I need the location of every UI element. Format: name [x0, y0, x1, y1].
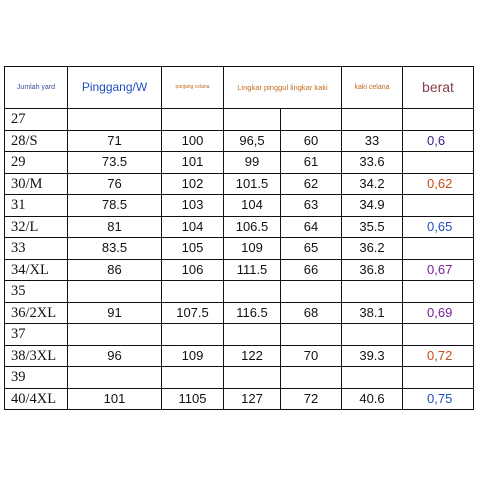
weight-cell: 0,62	[403, 173, 474, 195]
waist-cell	[68, 324, 162, 346]
waist-cell: 76	[68, 173, 162, 195]
waist-cell: 96	[68, 345, 162, 367]
length-cell: 102	[162, 173, 224, 195]
weight-cell	[403, 195, 474, 217]
hip-cell: 96,5	[224, 130, 281, 152]
weight-cell: 0,67	[403, 259, 474, 281]
table-row	[5, 109, 474, 131]
size-cell: 34/XL	[5, 259, 68, 281]
thigh-cell: 60	[281, 130, 342, 152]
hip-cell: 101.5	[224, 173, 281, 195]
weight-cell	[403, 324, 474, 346]
length-cell: 105	[162, 238, 224, 260]
weight-cell	[403, 367, 474, 389]
hip-cell: 106.5	[224, 216, 281, 238]
hem-cell: 34.2	[342, 173, 403, 195]
header-jumlah-yard: Jumlah yard	[5, 67, 68, 109]
weight-cell: 0,75	[403, 388, 474, 410]
header-lingkar: Lingkar pinggul lingkar kaki	[224, 67, 342, 109]
weight-cell	[403, 109, 474, 131]
size-cell: 36/2XL	[5, 302, 68, 324]
hem-cell: 36.2	[342, 238, 403, 260]
hip-cell	[224, 281, 281, 303]
waist-cell: 91	[68, 302, 162, 324]
length-cell: 106	[162, 259, 224, 281]
hip-cell: 122	[224, 345, 281, 367]
thigh-cell	[281, 324, 342, 346]
length-cell	[162, 109, 224, 131]
hem-cell	[342, 109, 403, 131]
hem-cell: 38.1	[342, 302, 403, 324]
waist-cell: 81	[68, 216, 162, 238]
hip-cell: 104	[224, 195, 281, 217]
waist-cell: 86	[68, 259, 162, 281]
thigh-cell: 68	[281, 302, 342, 324]
waist-cell: 71	[68, 130, 162, 152]
size-cell: 40/4XL	[5, 388, 68, 410]
table-row	[5, 152, 474, 174]
size-chart-table	[4, 66, 474, 410]
weight-cell	[403, 238, 474, 260]
size-cell: 28/S	[5, 130, 68, 152]
hem-cell: 33	[342, 130, 403, 152]
size-cell: 29	[5, 152, 68, 174]
length-cell	[162, 324, 224, 346]
size-cell: 38/3XL	[5, 345, 68, 367]
table-row	[5, 259, 474, 281]
size-cell: 32/L	[5, 216, 68, 238]
length-cell: 109	[162, 345, 224, 367]
table-row	[5, 130, 474, 152]
hip-cell: 109	[224, 238, 281, 260]
hem-cell: 33.6	[342, 152, 403, 174]
thigh-cell: 63	[281, 195, 342, 217]
thigh-cell: 72	[281, 388, 342, 410]
table-row	[5, 216, 474, 238]
weight-cell: 0,65	[403, 216, 474, 238]
hem-cell: 34.9	[342, 195, 403, 217]
size-cell: 31	[5, 195, 68, 217]
thigh-cell: 65	[281, 238, 342, 260]
table-row	[5, 302, 474, 324]
weight-cell: 0,6	[403, 130, 474, 152]
table-row	[5, 367, 474, 389]
size-cell: 33	[5, 238, 68, 260]
length-cell: 107.5	[162, 302, 224, 324]
thigh-cell: 61	[281, 152, 342, 174]
weight-cell: 0,69	[403, 302, 474, 324]
size-cell: 37	[5, 324, 68, 346]
table-row	[5, 173, 474, 195]
weight-cell: 0,72	[403, 345, 474, 367]
length-cell	[162, 281, 224, 303]
length-cell: 100	[162, 130, 224, 152]
length-cell	[162, 367, 224, 389]
hip-cell: 116.5	[224, 302, 281, 324]
hip-cell: 99	[224, 152, 281, 174]
thigh-cell	[281, 367, 342, 389]
weight-cell	[403, 152, 474, 174]
table-row	[5, 195, 474, 217]
hem-cell: 40.6	[342, 388, 403, 410]
length-cell: 104	[162, 216, 224, 238]
thigh-cell: 64	[281, 216, 342, 238]
hip-cell	[224, 367, 281, 389]
waist-cell: 101	[68, 388, 162, 410]
size-cell: 30/M	[5, 173, 68, 195]
length-cell: 1105	[162, 388, 224, 410]
length-cell: 101	[162, 152, 224, 174]
hem-cell	[342, 324, 403, 346]
waist-cell	[68, 367, 162, 389]
waist-cell: 83.5	[68, 238, 162, 260]
waist-cell	[68, 109, 162, 131]
hip-cell: 111.5	[224, 259, 281, 281]
waist-cell: 78.5	[68, 195, 162, 217]
thigh-cell	[281, 281, 342, 303]
size-cell: 39	[5, 367, 68, 389]
header-panjang-celana: panjang celana	[162, 67, 224, 109]
hem-cell	[342, 367, 403, 389]
thigh-cell	[281, 109, 342, 131]
thigh-cell: 70	[281, 345, 342, 367]
hem-cell: 36.8	[342, 259, 403, 281]
length-cell: 103	[162, 195, 224, 217]
hem-cell: 35.5	[342, 216, 403, 238]
header-row	[5, 67, 474, 109]
table-row	[5, 281, 474, 303]
table-row	[5, 388, 474, 410]
table-row	[5, 238, 474, 260]
hip-cell: 127	[224, 388, 281, 410]
thigh-cell: 62	[281, 173, 342, 195]
size-cell: 27	[5, 109, 68, 131]
hip-cell	[224, 324, 281, 346]
waist-cell	[68, 281, 162, 303]
header-berat: berat	[403, 67, 474, 109]
thigh-cell: 66	[281, 259, 342, 281]
weight-cell	[403, 281, 474, 303]
hip-cell	[224, 109, 281, 131]
header-pinggang: Pinggang/W	[68, 67, 162, 109]
table-row	[5, 324, 474, 346]
table-body	[5, 109, 474, 410]
size-cell: 35	[5, 281, 68, 303]
hem-cell: 39.3	[342, 345, 403, 367]
waist-cell: 73.5	[68, 152, 162, 174]
hem-cell	[342, 281, 403, 303]
header-kaki-celana: kaki celana	[342, 67, 403, 109]
table-row	[5, 345, 474, 367]
